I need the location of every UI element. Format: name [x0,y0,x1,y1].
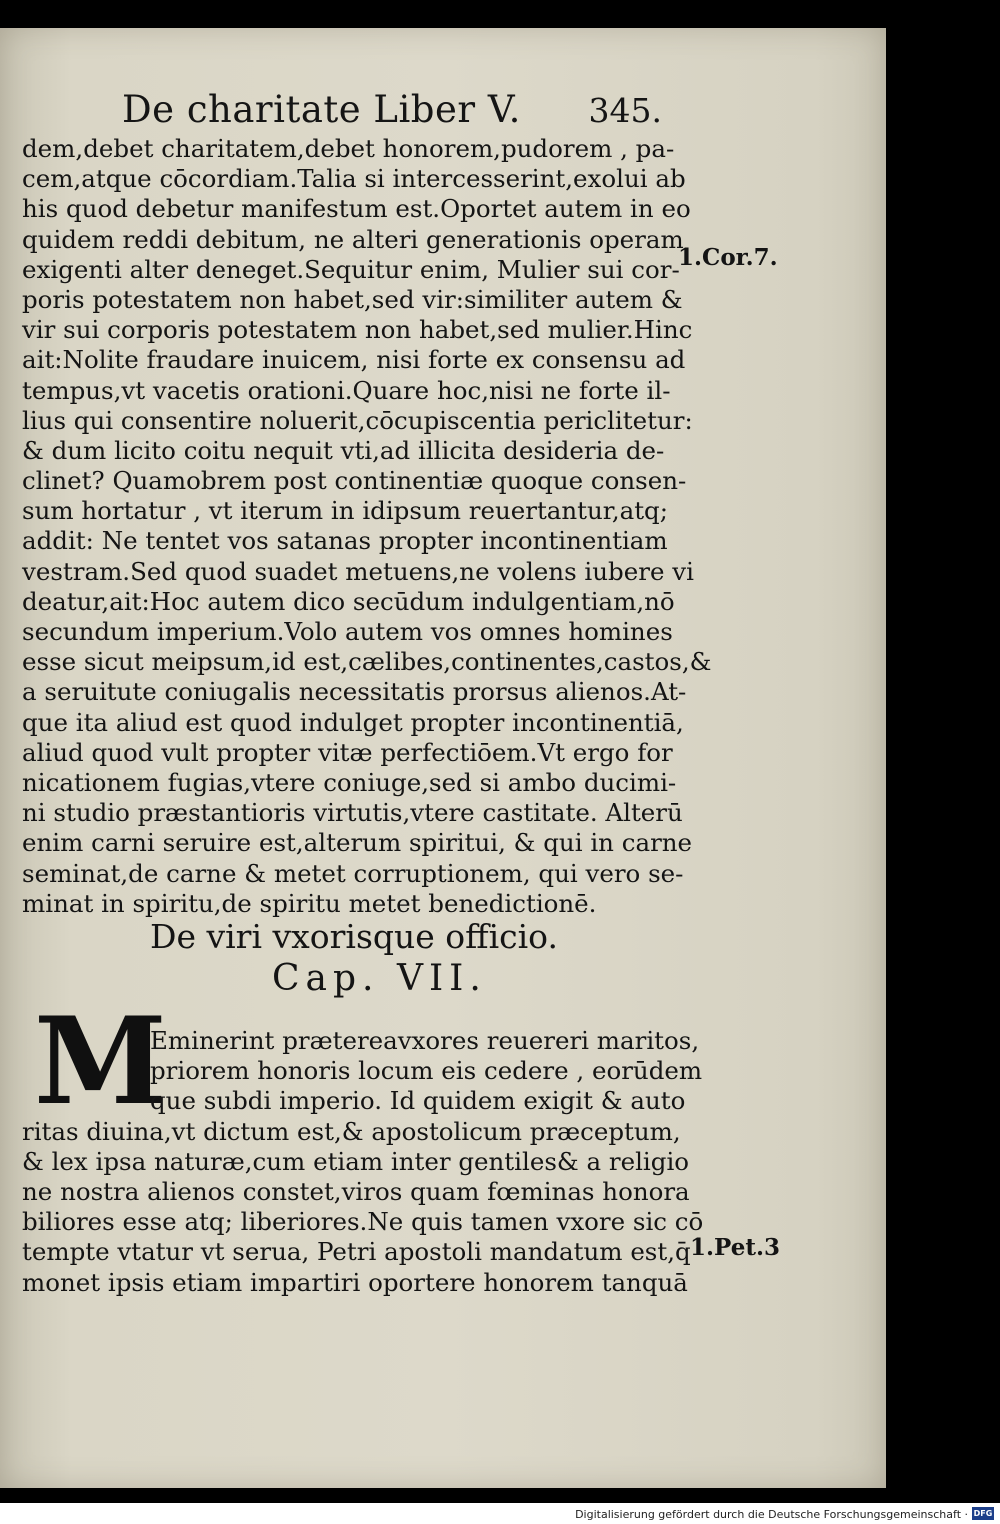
drop-cap-initial: M [34,991,167,1132]
text-line: vestram.Sed quod suadet metuens,ne volens iubere vi [22,556,694,586]
text-line: ni studio præstantioris virtutis,vtere castitate. Alterū [22,798,683,828]
text-line: ne nostra alienos constet,viros quam fœminas honora [22,1176,690,1206]
text-line: sum hortatur , vt iterum in idipsum reuertantur,atq; [22,496,668,526]
text-line: biliores esse atq; liberiores.Ne quis tamen vxore sic cō [22,1207,704,1237]
text-line: tempus,vt vacetis orationi.Quare hoc,nisi ne forte il- [22,375,671,405]
page-number: 345. [588,91,662,130]
text-line: deatur,ait:Hoc autem dico secūdum indulgentiam,nō [22,586,675,616]
margin-note-corinthians: 1.Cor.7. [678,244,778,271]
footer-credit: Digitalisierung gefördert durch die Deutsche Forschungsgemeinschaft · [575,1508,968,1521]
text-line: cem,atque cōcordiam.Talia si intercesserint,exolui ab [22,164,686,194]
text-line: minat in spiritu,de spiritu metet benedictionē. [22,888,597,918]
text-line: & dum licito coitu nequit vti,ad illicita desideria de- [22,435,665,465]
text-line: his quod debetur manifestum est.Oportet autem in eo [22,194,691,224]
text-line: lius qui consentire noluerit,cōcupiscentia periclitetur: [22,405,693,435]
text-line: seminat,de carne & metet corruptionem, qui vero se- [22,858,684,888]
book-page [0,28,886,1488]
text-line: que subdi imperio. Id quidem exigit & auto [150,1086,686,1116]
text-line: tempte vtatur vt serua, Petri apostoli mandatum est,q̄ [22,1237,691,1267]
dfg-logo-icon: DFG [973,1509,993,1518]
text-line: poris potestatem non habet,sed vir:similiter autem & [22,284,683,314]
running-title: De charitate Liber V. [122,88,521,131]
text-line: enim carni seruire est,alterum spiritui, & qui in carne [22,828,693,858]
text-line: que ita aliud est quod indulget propter incontinentiā, [22,707,684,737]
chapter-number: Cap. VII. [272,958,487,999]
margin-note-peter: 1.Pet.3 [690,1234,780,1261]
text-line: priorem honoris locum eis cedere , eorūdem [150,1056,703,1086]
text-line: aliud quod vult propter vitæ perfectiōem.Vt ergo for [22,737,673,767]
chapter-text [22,1026,704,1298]
text-line: & lex ipsa naturæ,cum etiam inter gentiles& a religio [22,1146,690,1176]
text-line: esse sicut meipsum,id est,cælibes,continentes,castos,& [22,647,712,677]
text-line: secundum imperium.Volo autem vos omnes homines [22,617,673,646]
chapter-heading: De viri vxorisque officio. [150,917,558,956]
text-line: addit: Ne tentet vos satanas propter incontinentiam [22,526,668,556]
text-line: exigenti alter deneget.Sequitur enim, Mulier sui cor- [22,254,680,284]
text-line: clinet? Quamobrem post continentiæ quoque consen- [22,466,687,496]
running-head [122,88,662,138]
text-line: vir sui corporis potestatem non habet,sed mulier.Hinc [22,315,693,345]
body-text [22,134,712,919]
text-line: ait:Nolite fraudare inuicem, nisi forte ex consensu ad [22,345,686,375]
text-line: Eminerint prætereavxores reuereri maritos, [150,1026,700,1055]
text-line: a seruitute coniugalis necessitatis prorsus alienos.At- [22,677,687,707]
text-line: monet ipsis etiam impartiri oportere honorem tanquā [22,1267,688,1297]
text-line: ritas diuina,vt dictum est,& apostolicum præceptum, [22,1116,681,1146]
text-line: nicationem fugias,vtere coniuge,sed si ambo ducimi- [22,767,677,797]
text-line: quidem reddi debitum, ne alteri generationis operam [22,224,684,254]
text-line: dem,debet charitatem,debet honorem,pudorem , pa- [22,134,675,163]
